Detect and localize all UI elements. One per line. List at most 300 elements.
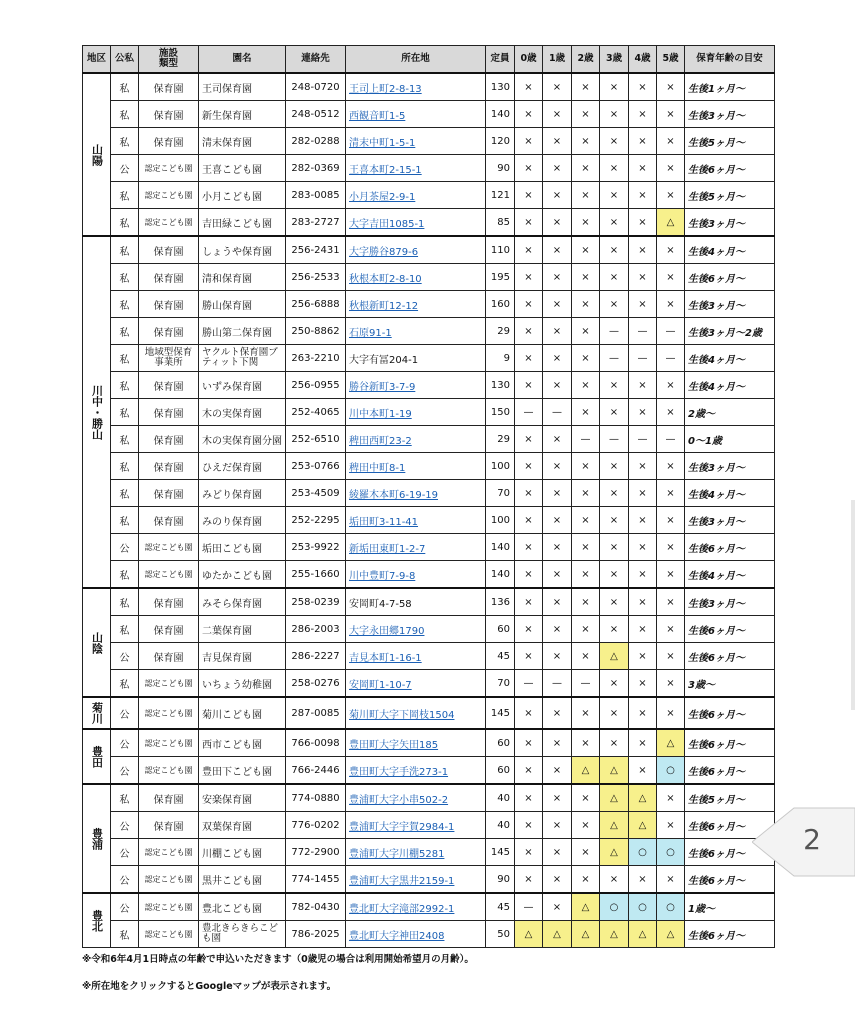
capacity-cell: 9 xyxy=(486,345,515,372)
age-availability-cell: × xyxy=(543,534,572,561)
address-cell xyxy=(346,73,486,101)
address-map-link[interactable]: 安岡町1-10-7 xyxy=(349,679,412,691)
phone-cell: 287-0085 xyxy=(286,697,346,729)
age-availability-cell: × xyxy=(543,729,572,757)
age-availability-cell: × xyxy=(629,264,657,291)
table-row xyxy=(83,480,775,507)
age-availability-cell: × xyxy=(600,264,629,291)
facility-type-cell: 保育園 xyxy=(139,318,199,345)
age-availability-cell: × xyxy=(543,507,572,534)
address-text: 大字有冨204-1 xyxy=(349,354,419,366)
age-availability-cell: × xyxy=(515,426,543,453)
age-availability-cell: △ xyxy=(600,812,629,839)
address-cell xyxy=(346,839,486,866)
age-availability-cell: × xyxy=(657,101,685,128)
age-availability-cell: × xyxy=(600,480,629,507)
age-availability-cell: ○ xyxy=(600,893,629,921)
age-availability-cell: △ xyxy=(657,209,685,237)
capacity-cell: 140 xyxy=(486,534,515,561)
age-availability-cell: × xyxy=(515,372,543,399)
age-availability-cell: × xyxy=(515,812,543,839)
age-availability-cell: × xyxy=(629,73,657,101)
address-map-link[interactable]: 稗田中町8-1 xyxy=(349,462,406,474)
capacity-cell: 140 xyxy=(486,101,515,128)
ownership-cell: 私 xyxy=(111,921,139,948)
age-availability-cell: × xyxy=(515,155,543,182)
address-map-link[interactable]: 川中本町1-19 xyxy=(349,408,412,420)
age-availability-cell: × xyxy=(543,757,572,785)
column-header: 連絡先 xyxy=(286,46,346,74)
phone-cell: 286-2227 xyxy=(286,643,346,670)
age-availability-cell: △ xyxy=(572,757,600,785)
address-cell xyxy=(346,784,486,812)
age-availability-cell: × xyxy=(572,209,600,237)
ownership-cell: 公 xyxy=(111,643,139,670)
nursery-table xyxy=(82,45,775,948)
age-availability-cell: × xyxy=(657,812,685,839)
facility-type-cell: 保育園 xyxy=(139,264,199,291)
age-availability-cell: — xyxy=(515,670,543,698)
age-guide-cell: 生後3ヶ月～ xyxy=(685,588,775,616)
age-availability-cell: × xyxy=(572,507,600,534)
age-availability-cell: × xyxy=(515,534,543,561)
age-availability-cell: × xyxy=(600,182,629,209)
phone-cell: 256-6888 xyxy=(286,291,346,318)
age-availability-cell: × xyxy=(515,697,543,729)
map-note: ※所在地をクリックするとGoogleマップが表示されます。 xyxy=(82,981,337,992)
age-availability-cell: — xyxy=(629,426,657,453)
phone-cell: 772-2900 xyxy=(286,839,346,866)
table-row xyxy=(83,426,775,453)
address-map-link[interactable]: 秋根本町2-8-10 xyxy=(349,273,422,285)
capacity-cell: 130 xyxy=(486,372,515,399)
age-availability-cell: × xyxy=(515,209,543,237)
facility-type-cell: 認定こども園 xyxy=(139,866,199,894)
table-row xyxy=(83,372,775,399)
phone-cell: 283-0085 xyxy=(286,182,346,209)
capacity-cell: 145 xyxy=(486,697,515,729)
address-map-link[interactable]: 王司上町2-8-13 xyxy=(349,83,422,95)
age-availability-cell: × xyxy=(515,128,543,155)
age-availability-cell: × xyxy=(600,729,629,757)
ownership-cell: 公 xyxy=(111,839,139,866)
ownership-cell: 私 xyxy=(111,670,139,698)
phone-cell: 258-0276 xyxy=(286,670,346,698)
age-availability-cell: × xyxy=(572,73,600,101)
age-guide-cell: 生後3ヶ月～ xyxy=(685,453,775,480)
phone-cell: 256-2533 xyxy=(286,264,346,291)
table-header-row xyxy=(83,46,775,74)
age-availability-cell: × xyxy=(572,588,600,616)
capacity-cell: 195 xyxy=(486,264,515,291)
address-map-link[interactable]: 豊北町大字神田2408 xyxy=(349,930,445,942)
column-header: 公私 xyxy=(111,46,139,74)
age-availability-cell: × xyxy=(657,73,685,101)
ownership-cell: 公 xyxy=(111,697,139,729)
table-body xyxy=(83,73,775,948)
age-availability-cell: △ xyxy=(657,921,685,948)
age-availability-cell: × xyxy=(572,345,600,372)
nursery-name-cell: いちょう幼稚園 xyxy=(199,670,286,698)
age-availability-cell: × xyxy=(515,507,543,534)
age-guide-cell: 生後6ヶ月～ xyxy=(685,839,775,866)
age-availability-cell: — xyxy=(657,318,685,345)
age-guide-cell: 生後6ヶ月～ xyxy=(685,812,775,839)
facility-type-cell: 保育園 xyxy=(139,616,199,643)
age-availability-cell: × xyxy=(600,561,629,589)
address-cell xyxy=(346,318,486,345)
age-availability-cell: × xyxy=(543,236,572,264)
age-availability-cell: × xyxy=(629,480,657,507)
age-availability-cell: × xyxy=(572,643,600,670)
table-row xyxy=(83,670,775,698)
age-note: ※令和6年4月1日時点の年齢で申込いただきます（0歳児の場合は利用開始希望月の月齢）。 xyxy=(82,954,474,965)
age-availability-cell: × xyxy=(543,155,572,182)
ownership-cell: 私 xyxy=(111,426,139,453)
age-availability-cell: × xyxy=(629,561,657,589)
age-guide-cell: 生後4ヶ月～ xyxy=(685,561,775,589)
address-cell xyxy=(346,182,486,209)
age-availability-cell: — xyxy=(629,318,657,345)
age-guide-cell: 0～1歳 xyxy=(685,426,775,453)
table-row xyxy=(83,453,775,480)
age-availability-cell: × xyxy=(543,866,572,894)
age-availability-cell: × xyxy=(515,264,543,291)
age-availability-cell: × xyxy=(515,616,543,643)
capacity-cell: 29 xyxy=(486,318,515,345)
address-map-link[interactable]: 豊浦町大字宇賀2984-1 xyxy=(349,821,455,833)
nursery-name-cell: ゆたかこども園 xyxy=(199,561,286,589)
age-guide-cell: 生後3ヶ月～ xyxy=(685,209,775,237)
age-availability-cell: × xyxy=(543,291,572,318)
age-availability-cell: × xyxy=(600,73,629,101)
column-header: 5歳 xyxy=(657,46,685,74)
table-row xyxy=(83,209,775,237)
address-map-link[interactable]: 新垢田東町1-2-7 xyxy=(349,543,426,555)
table-row xyxy=(83,128,775,155)
address-cell xyxy=(346,643,486,670)
address-map-link[interactable]: 小月茶屋2-9-1 xyxy=(349,191,416,203)
table-row xyxy=(83,757,775,785)
age-availability-cell: × xyxy=(543,839,572,866)
phone-cell: 282-0288 xyxy=(286,128,346,155)
scrollbar[interactable] xyxy=(851,500,855,710)
age-availability-cell: × xyxy=(543,128,572,155)
age-availability-cell: × xyxy=(572,236,600,264)
age-availability-cell: × xyxy=(572,616,600,643)
address-cell xyxy=(346,893,486,921)
table-row xyxy=(83,839,775,866)
age-availability-cell: — xyxy=(600,345,629,372)
age-availability-cell: × xyxy=(515,345,543,372)
capacity-cell: 140 xyxy=(486,561,515,589)
capacity-cell: 150 xyxy=(486,399,515,426)
age-availability-cell: × xyxy=(572,155,600,182)
age-guide-cell: 生後4ヶ月～ xyxy=(685,345,775,372)
address-cell xyxy=(346,561,486,589)
age-availability-cell: × xyxy=(657,291,685,318)
table-row xyxy=(83,399,775,426)
age-availability-cell: × xyxy=(657,534,685,561)
facility-type-cell: 保育園 xyxy=(139,480,199,507)
ownership-cell: 私 xyxy=(111,291,139,318)
nursery-name-cell: 清和保育園 xyxy=(199,264,286,291)
nursery-name-cell: 新生保育園 xyxy=(199,101,286,128)
district-cell: 山陰 xyxy=(83,588,111,697)
district-cell: 山陽 xyxy=(83,73,111,236)
address-cell xyxy=(346,757,486,785)
address-cell xyxy=(346,507,486,534)
address-map-link[interactable]: 大字吉田1085-1 xyxy=(349,218,425,230)
address-cell xyxy=(346,128,486,155)
address-map-link[interactable]: 綾羅木本町6-19-19 xyxy=(349,489,439,501)
facility-type-cell: 保育園 xyxy=(139,128,199,155)
address-cell xyxy=(346,697,486,729)
district-cell: 豊浦 xyxy=(83,784,111,893)
ownership-cell: 私 xyxy=(111,73,139,101)
district-cell: 豊田 xyxy=(83,729,111,784)
age-availability-cell: × xyxy=(629,697,657,729)
age-availability-cell: × xyxy=(515,73,543,101)
capacity-cell: 130 xyxy=(486,73,515,101)
nursery-name-cell: 木の実保育園 xyxy=(199,399,286,426)
capacity-cell: 90 xyxy=(486,155,515,182)
nursery-name-cell: 双葉保育園 xyxy=(199,812,286,839)
age-availability-cell: × xyxy=(657,264,685,291)
address-map-link[interactable]: 西観音町1-5 xyxy=(349,110,406,122)
address-map-link[interactable]: 稗田西町23-2 xyxy=(349,435,412,447)
age-availability-cell: × xyxy=(600,670,629,698)
age-availability-cell: × xyxy=(629,616,657,643)
age-availability-cell: × xyxy=(629,128,657,155)
phone-cell: 782-0430 xyxy=(286,893,346,921)
ownership-cell: 私 xyxy=(111,345,139,372)
ownership-cell: 私 xyxy=(111,588,139,616)
age-availability-cell: × xyxy=(515,643,543,670)
address-map-link[interactable]: 王喜本町2-15-1 xyxy=(349,164,422,176)
age-availability-cell: △ xyxy=(629,784,657,812)
table-row xyxy=(83,812,775,839)
address-map-link[interactable]: 清末中町1-5-1 xyxy=(349,137,416,149)
address-cell xyxy=(346,236,486,264)
age-availability-cell: × xyxy=(543,697,572,729)
age-availability-cell: × xyxy=(629,729,657,757)
age-availability-cell: — xyxy=(600,426,629,453)
phone-cell: 252-6510 xyxy=(286,426,346,453)
table-row xyxy=(83,507,775,534)
age-availability-cell: × xyxy=(600,588,629,616)
ownership-cell: 公 xyxy=(111,866,139,894)
phone-cell: 256-2431 xyxy=(286,236,346,264)
capacity-cell: 136 xyxy=(486,588,515,616)
age-guide-cell: 生後6ヶ月～ xyxy=(685,264,775,291)
age-availability-cell: × xyxy=(629,588,657,616)
capacity-cell: 90 xyxy=(486,866,515,894)
age-guide-cell: 生後6ヶ月～ xyxy=(685,616,775,643)
address-map-link[interactable]: 豊浦町大字川棚5281 xyxy=(349,848,445,860)
nursery-name-cell: 王司保育園 xyxy=(199,73,286,101)
ownership-cell: 私 xyxy=(111,372,139,399)
age-availability-cell: × xyxy=(515,236,543,264)
facility-type-cell: 保育園 xyxy=(139,291,199,318)
phone-cell: 776-0202 xyxy=(286,812,346,839)
nursery-name-cell: 黒井こども園 xyxy=(199,866,286,894)
phone-cell: 282-0369 xyxy=(286,155,346,182)
ownership-cell: 私 xyxy=(111,182,139,209)
age-guide-cell: 生後3ヶ月～ xyxy=(685,507,775,534)
column-header: 2歳 xyxy=(572,46,600,74)
age-availability-cell: × xyxy=(657,616,685,643)
column-header: 4歳 xyxy=(629,46,657,74)
capacity-cell: 70 xyxy=(486,480,515,507)
age-availability-cell: — xyxy=(657,426,685,453)
ownership-cell: 私 xyxy=(111,264,139,291)
age-availability-cell: × xyxy=(657,182,685,209)
table-row xyxy=(83,893,775,921)
age-availability-cell: — xyxy=(572,670,600,698)
nursery-name-cell: 二葉保育園 xyxy=(199,616,286,643)
nursery-name-cell: 豊田下こども園 xyxy=(199,757,286,785)
age-availability-cell: × xyxy=(543,209,572,237)
age-availability-cell: — xyxy=(657,345,685,372)
address-map-link[interactable]: 大字勝谷879-6 xyxy=(349,246,419,258)
address-map-link[interactable]: 川中豊町7-9-8 xyxy=(349,570,416,582)
age-availability-cell: × xyxy=(629,757,657,785)
age-guide-cell: 2歳～ xyxy=(685,399,775,426)
address-cell xyxy=(346,209,486,237)
age-availability-cell: × xyxy=(572,318,600,345)
age-availability-cell: × xyxy=(515,561,543,589)
age-availability-cell: × xyxy=(572,453,600,480)
phone-cell: 766-2446 xyxy=(286,757,346,785)
age-guide-cell: 生後3ヶ月～2歳 xyxy=(685,318,775,345)
facility-type-cell: 認定こども園 xyxy=(139,893,199,921)
age-availability-cell: × xyxy=(572,534,600,561)
phone-cell: 250-8862 xyxy=(286,318,346,345)
age-availability-cell: ○ xyxy=(629,839,657,866)
age-guide-cell: 生後6ヶ月～ xyxy=(685,697,775,729)
nursery-name-cell: 吉田緑こども園 xyxy=(199,209,286,237)
age-guide-cell: 生後4ヶ月～ xyxy=(685,236,775,264)
facility-type-cell: 認定こども園 xyxy=(139,757,199,785)
ownership-cell: 公 xyxy=(111,729,139,757)
address-map-link[interactable]: 豊田町大字手洗273-1 xyxy=(349,766,449,778)
age-availability-cell: × xyxy=(600,291,629,318)
facility-type-cell: 保育園 xyxy=(139,588,199,616)
table-row xyxy=(83,784,775,812)
address-map-link[interactable]: 垢田町3-11-41 xyxy=(349,516,419,528)
address-map-link[interactable]: 豊北町大字滝部2992-1 xyxy=(349,903,455,915)
facility-type-cell: 認定こども園 xyxy=(139,534,199,561)
age-availability-cell: × xyxy=(629,866,657,894)
age-guide-cell: 生後3ヶ月～ xyxy=(685,291,775,318)
age-availability-cell: × xyxy=(543,561,572,589)
table-row xyxy=(83,588,775,616)
age-availability-cell: × xyxy=(515,588,543,616)
facility-type-cell: 認定こども園 xyxy=(139,921,199,948)
page-tab[interactable] xyxy=(752,807,855,877)
age-availability-cell: × xyxy=(572,784,600,812)
age-availability-cell: — xyxy=(543,670,572,698)
ownership-cell: 公 xyxy=(111,812,139,839)
facility-type-cell: 保育園 xyxy=(139,784,199,812)
age-availability-cell: × xyxy=(572,128,600,155)
address-cell xyxy=(346,616,486,643)
age-availability-cell: × xyxy=(543,588,572,616)
address-map-link[interactable]: 勝谷新町3-7-9 xyxy=(349,381,416,393)
ownership-cell: 私 xyxy=(111,784,139,812)
phone-cell: 248-0720 xyxy=(286,73,346,101)
age-guide-cell: 生後6ヶ月～ xyxy=(685,757,775,785)
address-map-link[interactable]: 豊田町大字矢田185 xyxy=(349,739,439,751)
age-availability-cell: × xyxy=(629,534,657,561)
column-header: 1歳 xyxy=(543,46,572,74)
capacity-cell: 40 xyxy=(486,784,515,812)
age-availability-cell: × xyxy=(657,507,685,534)
district-cell: 豊北 xyxy=(83,893,111,948)
age-availability-cell: × xyxy=(657,866,685,894)
age-availability-cell: × xyxy=(629,209,657,237)
phone-cell: 248-0512 xyxy=(286,101,346,128)
address-map-link[interactable]: 秋根新町12-12 xyxy=(349,300,419,312)
age-availability-cell: × xyxy=(572,291,600,318)
facility-type-cell: 保育園 xyxy=(139,643,199,670)
nursery-name-cell: 西市こども園 xyxy=(199,729,286,757)
age-guide-cell: 生後1ヶ月～ xyxy=(685,73,775,101)
column-header: 施設 類型 xyxy=(139,46,199,74)
age-guide-cell: 生後6ヶ月～ xyxy=(685,155,775,182)
phone-cell: 774-1455 xyxy=(286,866,346,894)
nursery-name-cell: 勝山第二保育園 xyxy=(199,318,286,345)
age-availability-cell: × xyxy=(629,291,657,318)
address-map-link[interactable]: 菊川町大字下岡枝1504 xyxy=(349,709,455,721)
age-availability-cell: × xyxy=(629,236,657,264)
ownership-cell: 公 xyxy=(111,893,139,921)
address-map-link[interactable]: 豊浦町大字小串502-2 xyxy=(349,794,449,806)
age-availability-cell: △ xyxy=(657,729,685,757)
age-availability-cell: × xyxy=(543,616,572,643)
address-map-link[interactable]: 石原91-1 xyxy=(349,327,392,339)
phone-cell: 283-2727 xyxy=(286,209,346,237)
age-availability-cell: × xyxy=(629,182,657,209)
capacity-cell: 100 xyxy=(486,507,515,534)
address-map-link[interactable]: 大字永田郷1790 xyxy=(349,625,425,637)
capacity-cell: 29 xyxy=(486,426,515,453)
table-row xyxy=(83,697,775,729)
age-guide-cell: 生後4ヶ月～ xyxy=(685,372,775,399)
age-availability-cell: × xyxy=(657,128,685,155)
age-availability-cell: × xyxy=(629,372,657,399)
age-availability-cell: × xyxy=(629,101,657,128)
nursery-name-cell: 木の実保育園分園 xyxy=(199,426,286,453)
nursery-name-cell: しょうや保育園 xyxy=(199,236,286,264)
nursery-name-cell: みのり保育園 xyxy=(199,507,286,534)
table-row xyxy=(83,101,775,128)
age-availability-cell: × xyxy=(572,561,600,589)
age-availability-cell: × xyxy=(629,155,657,182)
age-availability-cell: × xyxy=(600,236,629,264)
capacity-cell: 145 xyxy=(486,839,515,866)
phone-cell: 766-0098 xyxy=(286,729,346,757)
address-map-link[interactable]: 吉見本町1-16-1 xyxy=(349,652,422,664)
age-availability-cell: △ xyxy=(543,921,572,948)
nursery-name-cell: 川棚こども園 xyxy=(199,839,286,866)
age-guide-cell: 生後6ヶ月～ xyxy=(685,866,775,894)
nursery-name-cell: 吉見保育園 xyxy=(199,643,286,670)
address-map-link[interactable]: 豊浦町大字黒井2159-1 xyxy=(349,875,455,887)
age-availability-cell: × xyxy=(657,784,685,812)
age-availability-cell: △ xyxy=(629,921,657,948)
